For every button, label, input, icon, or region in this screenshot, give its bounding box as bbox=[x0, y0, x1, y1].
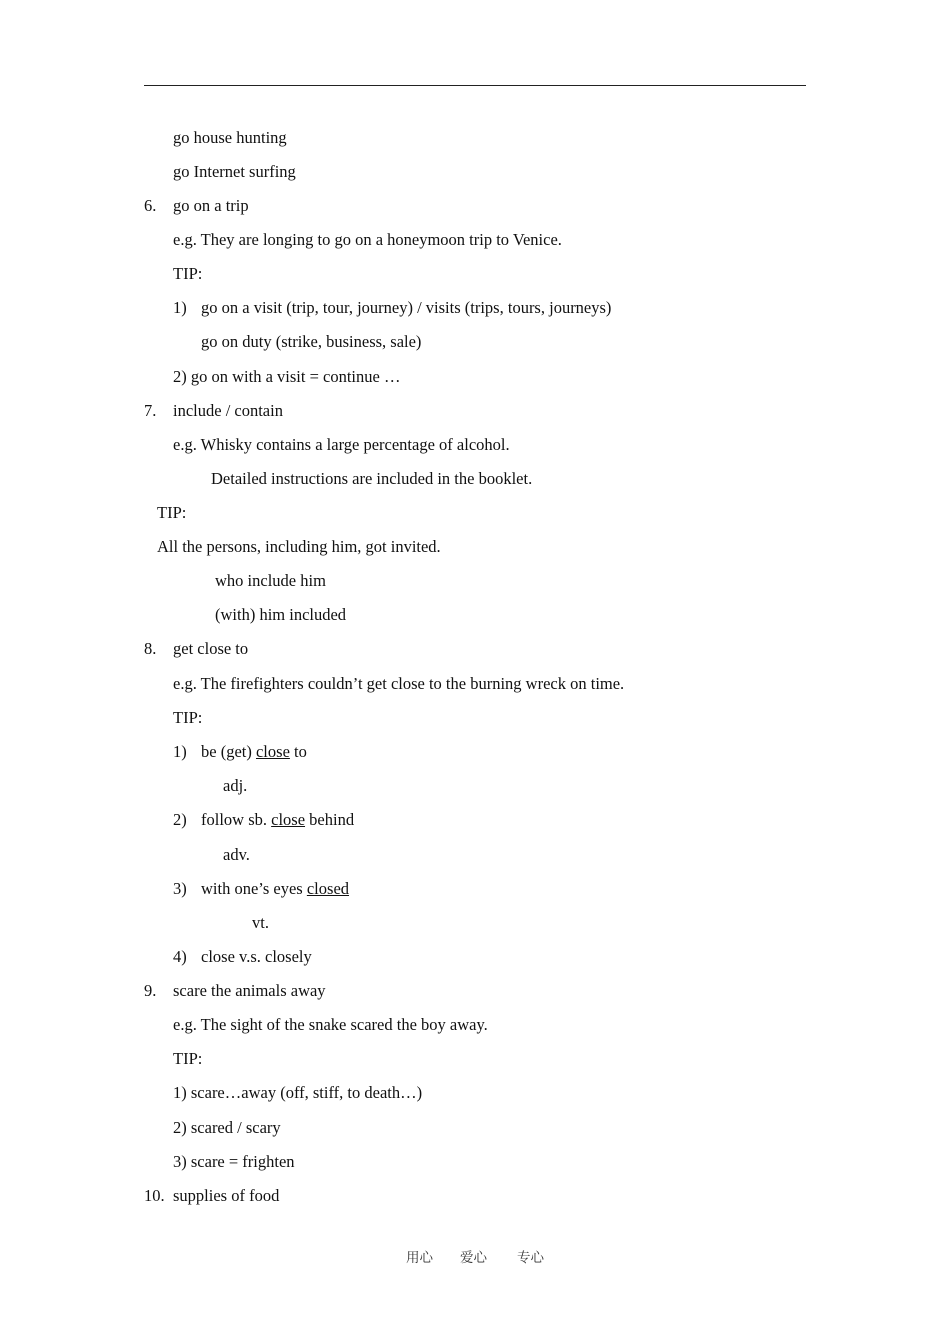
sub-number: 1) bbox=[173, 298, 187, 317]
text-line: go house hunting bbox=[173, 128, 287, 147]
sub-number: 2) bbox=[173, 810, 187, 829]
part-of-speech-note: vt. bbox=[252, 913, 269, 932]
example-line: e.g. The firefighters couldn’t get close to the burning wreck on time. bbox=[173, 674, 625, 693]
text-run: behind bbox=[305, 810, 355, 829]
text-line: who include him bbox=[215, 571, 326, 590]
text-line: go Internet surfing bbox=[173, 162, 296, 181]
text-line bbox=[201, 742, 307, 762]
item-number: 10. bbox=[144, 1186, 165, 1205]
sub-number: 3) bbox=[173, 879, 187, 898]
item-heading: include / contain bbox=[173, 401, 283, 420]
example-line: e.g. Whisky contains a large percentage of alcohol. bbox=[173, 435, 510, 454]
footer-text: 专心 bbox=[517, 1250, 544, 1266]
underlined-word: close bbox=[255, 742, 290, 761]
underlined-word: close bbox=[271, 810, 306, 829]
item-number: 7. bbox=[144, 401, 157, 420]
tip-label: TIP: bbox=[173, 708, 203, 727]
tip-label: TIP: bbox=[173, 1049, 203, 1068]
text-line: go on duty (strike, business, sale) bbox=[201, 332, 422, 351]
part-of-speech-note: adj. bbox=[223, 776, 248, 795]
text-line: All the persons, including him, got invited. bbox=[157, 537, 441, 556]
text-run: be (get) bbox=[201, 742, 256, 761]
text-line: close v.s. closely bbox=[201, 947, 312, 966]
footer-text: 用心 bbox=[406, 1250, 433, 1266]
item-heading: scare the animals away bbox=[173, 981, 326, 1000]
tip-label: TIP: bbox=[173, 264, 203, 283]
item-heading: get close to bbox=[173, 639, 249, 658]
part-of-speech-note: adv. bbox=[223, 845, 250, 864]
text-line: go on a visit (trip, tour, journey) / visits (trips, tours, journeys) bbox=[201, 298, 612, 317]
item-number: 6. bbox=[144, 196, 157, 215]
text-line: 2) go on with a visit = continue … bbox=[173, 367, 401, 386]
text-line: (with) him included bbox=[215, 605, 347, 624]
text-line: 2) scared / scary bbox=[173, 1118, 281, 1137]
text-run: follow sb. bbox=[201, 810, 272, 829]
item-number: 8. bbox=[144, 639, 157, 658]
underlined-word: closed bbox=[306, 879, 350, 898]
example-line: e.g. The sight of the snake scared the boy away. bbox=[173, 1015, 488, 1034]
text-line: 3) scare = frighten bbox=[173, 1152, 295, 1171]
text-line bbox=[201, 810, 354, 830]
item-heading: supplies of food bbox=[173, 1186, 280, 1205]
item-heading: go on a trip bbox=[173, 196, 249, 215]
text-run: with one’s eyes bbox=[201, 879, 307, 898]
example-line: e.g. They are longing to go on a honeymoon trip to Venice. bbox=[173, 230, 562, 249]
example-line: Detailed instructions are included in the booklet. bbox=[211, 469, 533, 488]
header-rule bbox=[144, 85, 806, 86]
item-number: 9. bbox=[144, 981, 157, 1000]
sub-number: 1) bbox=[173, 742, 187, 761]
text-line bbox=[201, 879, 349, 899]
text-run: to bbox=[289, 742, 307, 761]
text-line: 1) scare…away (off, stiff, to death…) bbox=[173, 1083, 423, 1102]
footer-text: 爱心 bbox=[460, 1250, 487, 1266]
tip-label: TIP: bbox=[157, 503, 187, 522]
sub-number: 4) bbox=[173, 947, 187, 966]
